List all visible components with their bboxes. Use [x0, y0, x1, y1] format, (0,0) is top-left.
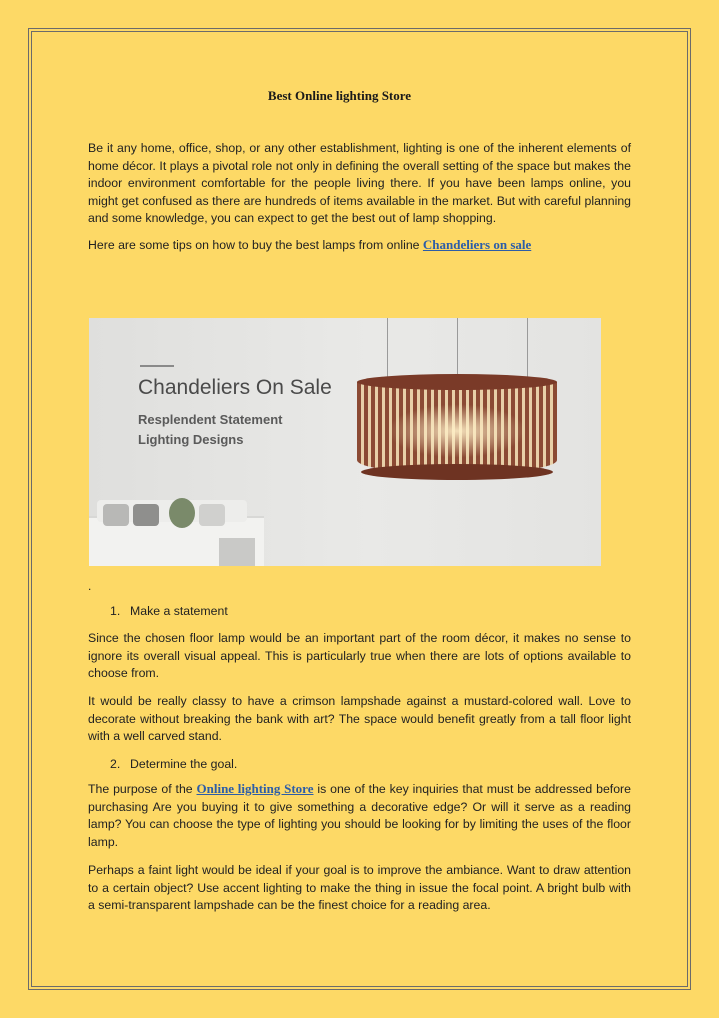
- banner-rule: [140, 365, 174, 367]
- online-lighting-store-link[interactable]: Online lighting Store: [196, 781, 314, 796]
- paragraph-text: Since the chosen floor lamp would be an important part of the room décor, it makes no sense to ignore its overall visual appeal. This is particularly true when there are lots of options available to choose from.: [88, 631, 631, 681]
- paragraph-visual-appeal: [88, 630, 631, 683]
- chandeliers-banner-image: [89, 318, 601, 566]
- paragraph-text: It would be really classy to have a crimson lampshade against a mustard-colored wall. Love to decorate without breaking the bank with art? The space would benefit greatly from a tall floor light with a well carved stand.: [88, 694, 631, 744]
- banner-subheading: [138, 410, 282, 450]
- list-item-label: Determine the goal.: [130, 757, 238, 771]
- list-number: 1.: [110, 604, 121, 618]
- plant-illustration: [169, 498, 195, 528]
- banner-heading: Chandeliers On Sale: [138, 376, 332, 399]
- list-number: 2.: [110, 757, 121, 771]
- list-item-label: Make a statement: [130, 604, 228, 618]
- chandelier-illustration: [357, 374, 557, 474]
- paragraph-text: Perhaps a faint light would be ideal if your goal is to improve the ambiance. Want to draw attention to a certain object? Use accent lighting to make the thing in issue the focal point. A bright bulb with a semi-transparent lampshade can be the finest choice for a reading area.: [88, 863, 631, 913]
- list-item-1: [110, 603, 228, 621]
- tips-paragraph: [88, 236, 631, 255]
- intro-text: Be it any home, office, shop, or any other establishment, lighting is one of the inherent elements of home décor. It plays a pivotal role not only in defining the overall setting of the space but makes the indoor environment comfortable for the people living there. If you have been lamps online, you might get confused as there are hundreds of items available in the market. But with careful planning and some knowledge, you can expect to get the best out of lamp shopping.: [88, 141, 631, 226]
- paragraph-ambiance: [88, 862, 631, 915]
- list-item-2: [110, 756, 237, 774]
- banner-subheading-line-1: Resplendent Statement: [138, 412, 283, 427]
- tips-text: Here are some tips on how to buy the best lamps from online: [88, 238, 423, 252]
- chandelier-wire: [457, 318, 458, 378]
- paragraph-lampshade: [88, 693, 631, 746]
- paragraph-text: is one of the key inquiries that must be addressed before purchasing Are you buying it to give something a decorative edge? Or will it serve as a reading lamp? You can choose the type of lighting you should be looking for by limiting the uses of the floor lamp.: [88, 782, 631, 849]
- stray-period: .: [88, 579, 92, 593]
- chandeliers-on-sale-link[interactable]: Chandeliers on sale: [422, 237, 532, 252]
- paragraph-purpose: [88, 780, 631, 851]
- intro-paragraph: [88, 140, 631, 228]
- document-title: Best Online lighting Store: [267, 88, 412, 103]
- side-table-illustration: [219, 538, 255, 566]
- banner-subheading-line-2: Lighting Designs: [138, 432, 244, 447]
- paragraph-text: The purpose of the: [88, 782, 197, 796]
